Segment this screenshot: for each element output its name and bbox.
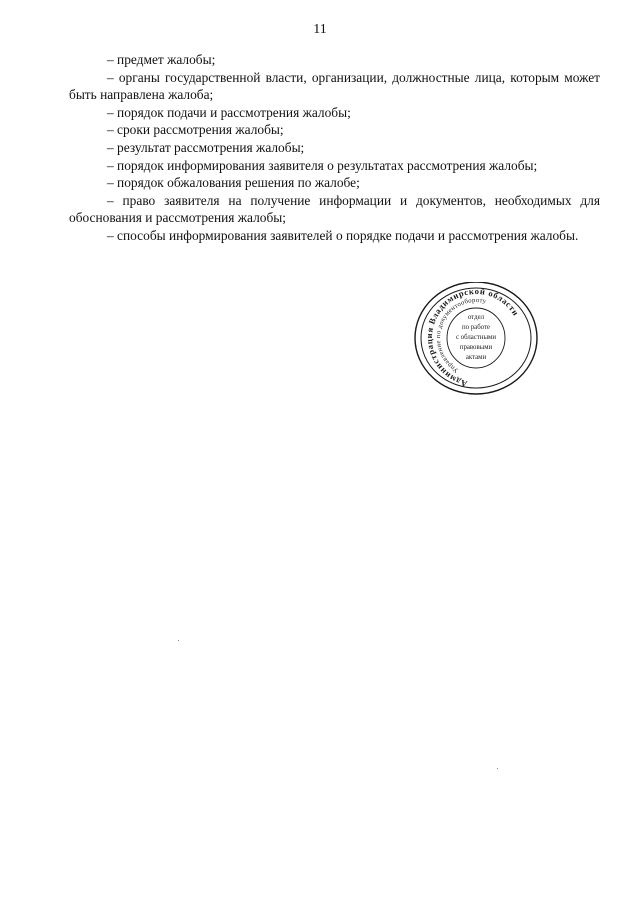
list-item: – предмет жалобы;: [107, 52, 216, 67]
scan-speck: [178, 640, 179, 641]
list-item: – порядок обжалования решения по жалобе;: [107, 175, 360, 191]
stamp-center-line: актами: [465, 354, 487, 361]
list-item: – способы информирования заявителей о порядке подачи и рассмотрения жалобы.: [107, 227, 579, 243]
page-number: 11: [313, 22, 327, 37]
stamp-outer-text: Администрация Владимирской области: [423, 285, 522, 390]
scan-speck: [497, 768, 498, 769]
document-body: [69, 51, 600, 245]
list-item: – порядок информирования заявителя о результатах рассмотрения жалобы;: [107, 157, 538, 173]
list-item: – порядок подачи и рассмотрения жалобы;: [107, 104, 351, 120]
stamp-seal: [412, 282, 540, 398]
stamp-center-line: по работе: [462, 324, 490, 331]
list-item: – результат рассмотрения жалобы;: [107, 139, 305, 155]
stamp-center-line: отдел: [467, 314, 485, 321]
official-stamp: [412, 282, 540, 398]
list-item: – право заявителя на получение информации и документов, необходимых для обоснования и рассмотрения жалобы;: [69, 192, 600, 226]
list-item: – органы государственной власти, организации, должностные лица, которым может быть направлена жалоба;: [69, 69, 600, 103]
stamp-inner-text: Управление по документообороту: [434, 296, 488, 374]
stamp-center-line: с областными: [456, 334, 496, 341]
list-item: – сроки рассмотрения жалобы;: [107, 122, 284, 138]
stamp-center-line: правовыми: [459, 344, 493, 351]
